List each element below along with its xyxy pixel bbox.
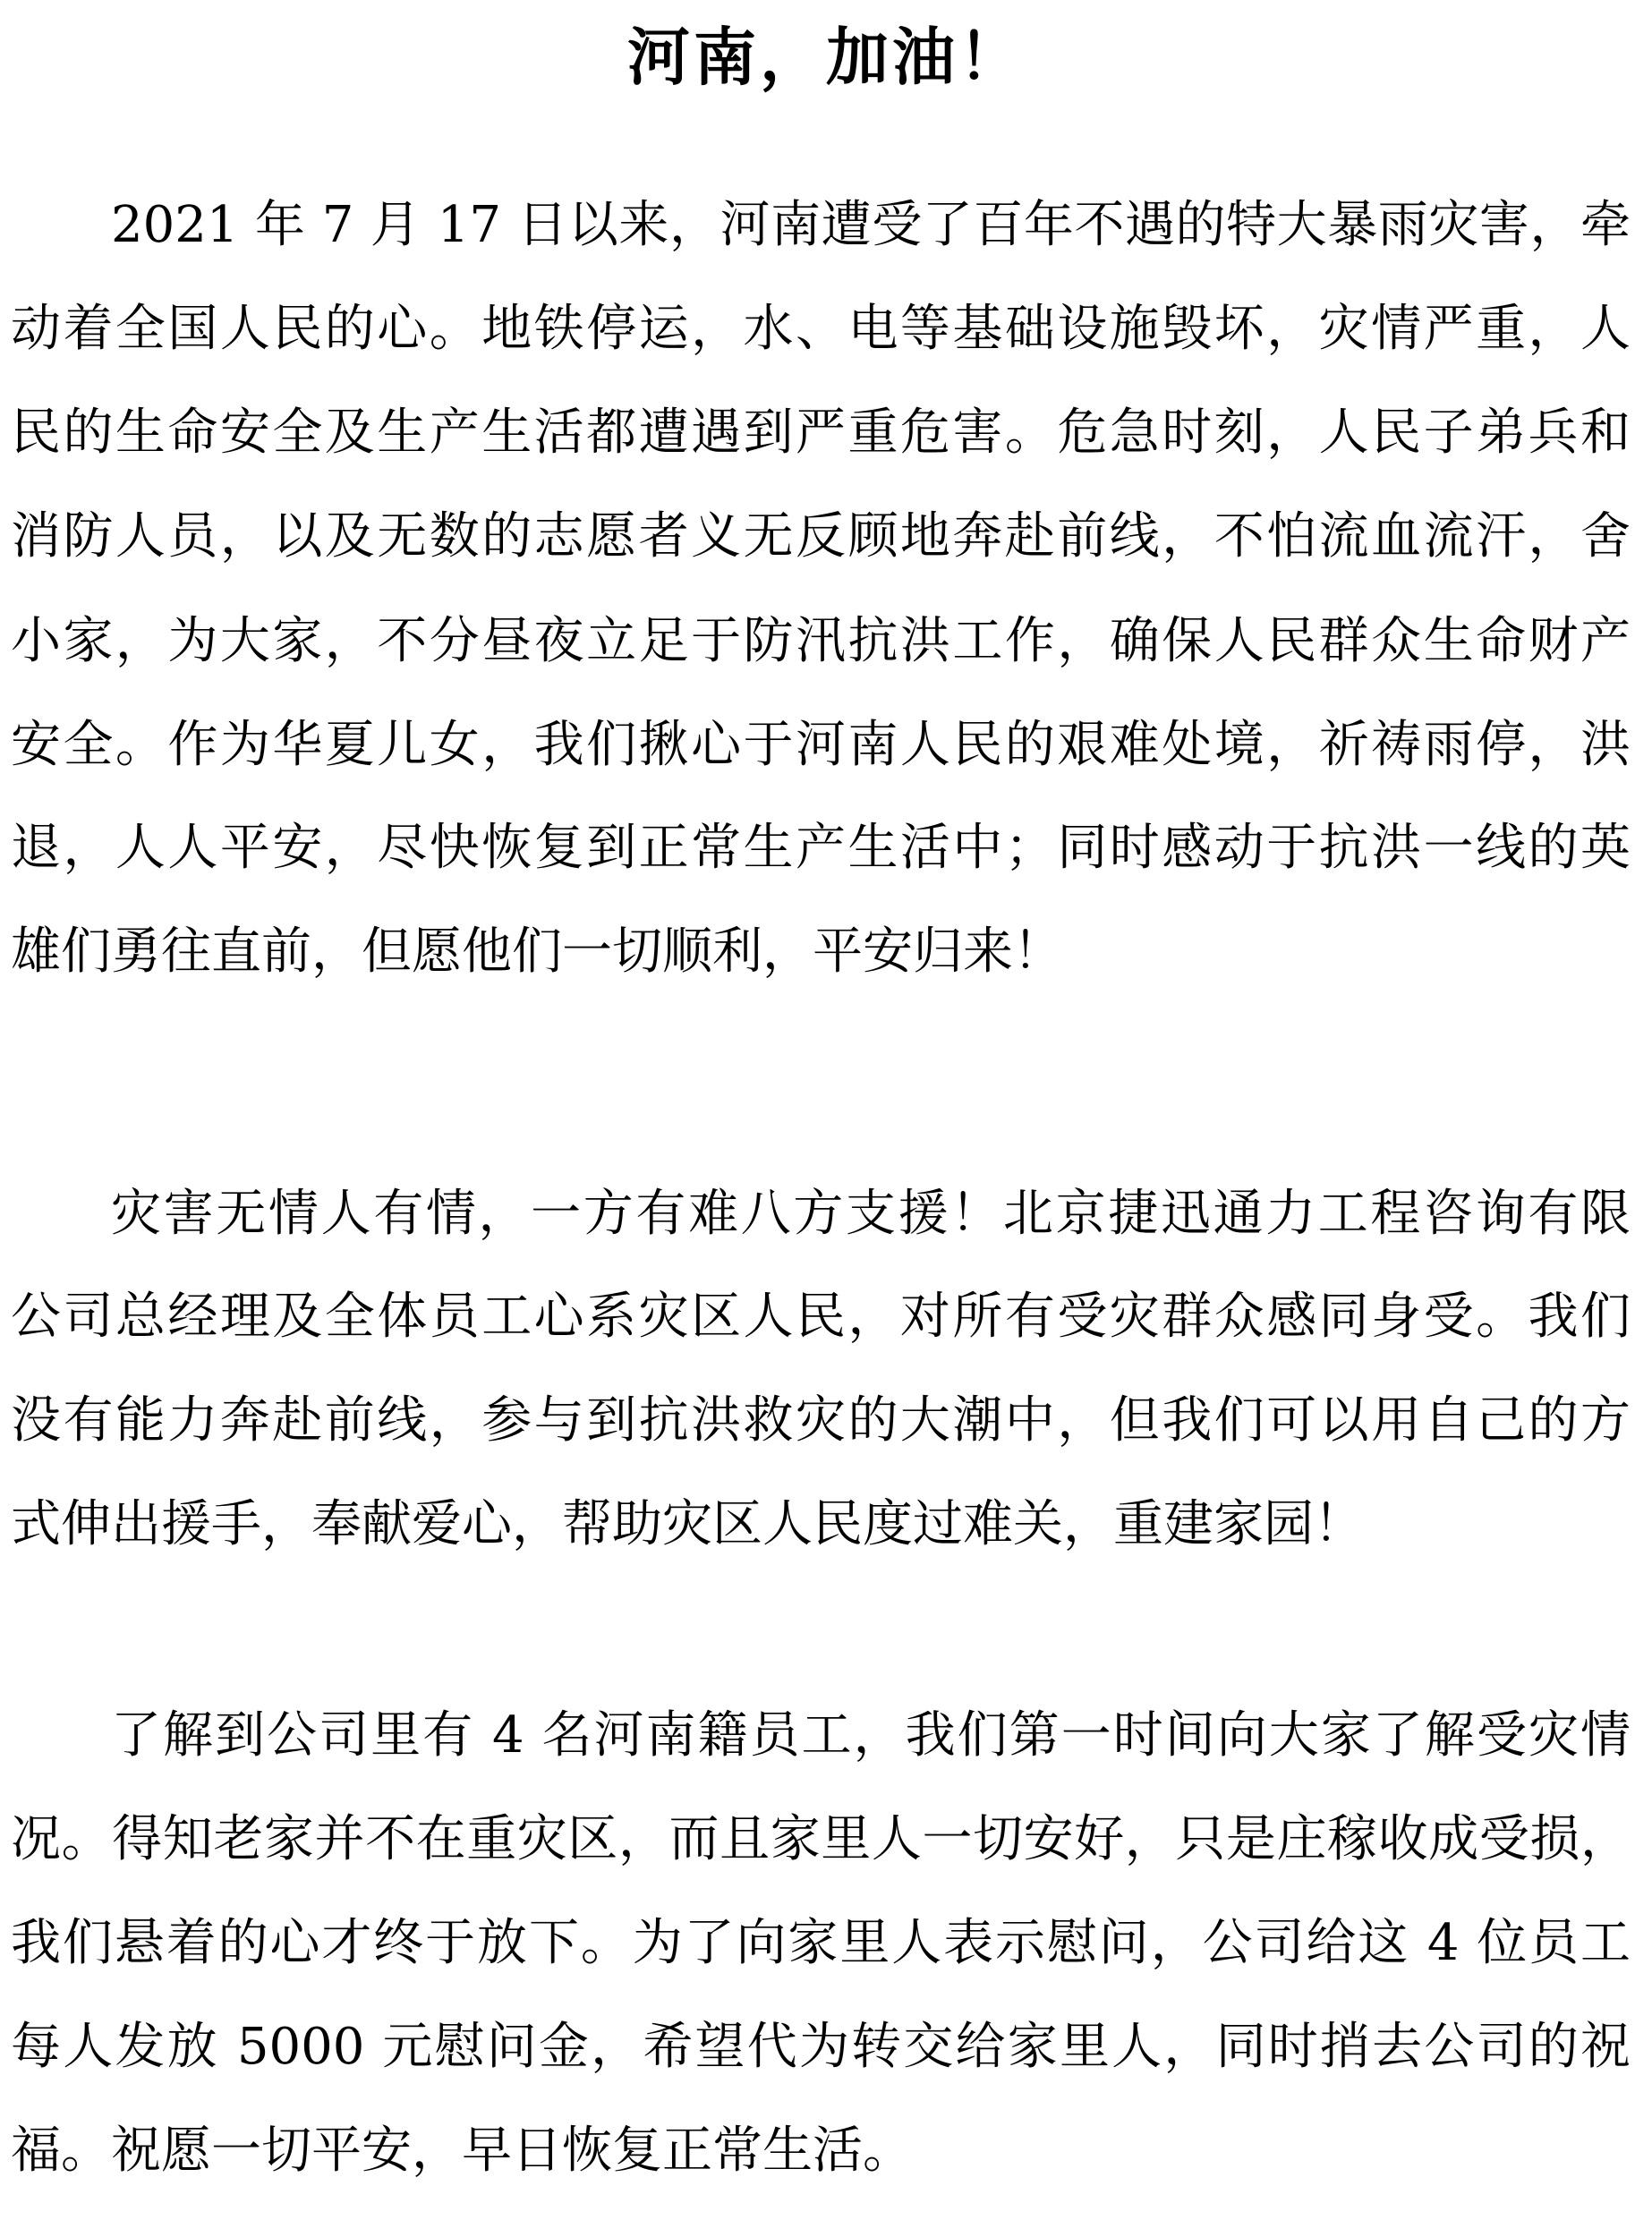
paragraph-1-line-4: 消防人员，以及无数的志愿者义无反顾地奔赴前线，不怕流血流汗，舍 [11, 507, 1631, 566]
paragraph-1-line-2: 动着全国人民的心。地铁停运，水、电等基础设施毁坏，灾情严重，人 [11, 300, 1631, 358]
paragraph-1-line-6: 安全。作为华夏儿女，我们揪心于河南人民的艰难处境，祈祷雨停，洪 [11, 716, 1631, 774]
paragraph-3-line-1: 了解到公司里有 4 名河南籍员工，我们第一时间向大家了解受灾情 [111, 1706, 1631, 1765]
paragraph-2-line-4: 式伸出援手，奉献爱心，帮助灾区人民度过难关，重建家园！ [11, 1495, 1364, 1553]
paragraph-2-line-2: 公司总经理及全体员工心系灾区人民，对所有受灾群众感同身受。我们 [11, 1288, 1631, 1346]
paragraph-1-line-3: 民的生命安全及生产生活都遭遇到严重危害。危急时刻，人民子弟兵和 [11, 404, 1631, 462]
paragraph-1-line-5: 小家，为大家，不分昼夜立足于防汛抗洪工作，确保人民群众生命财产 [11, 612, 1631, 670]
paragraph-3-line-3: 我们悬着的心才终于放下。为了向家里人表示慰问，公司给这 4 位员工 [11, 1914, 1631, 1972]
paragraph-3-line-2: 况。得知老家并不在重灾区，而且家里人一切安好，只是庄稼收成受损， [11, 1810, 1631, 1868]
paragraph-1-line-8: 雄们勇往直前，但愿他们一切顺利，平安归来！ [11, 923, 1063, 981]
paragraph-2-line-1: 灾害无情人有情，一方有难八方支援！北京捷迅通力工程咨询有限 [111, 1185, 1631, 1243]
paragraph-2-line-3: 没有能力奔赴前线，参与到抗洪救灾的大潮中，但我们可以用自己的方 [11, 1391, 1631, 1450]
paragraph-1-line-1: 2021 年 7 月 17 日以来，河南遭受了百年不遇的特大暴雨灾害，牵 [111, 196, 1631, 254]
paragraph-1-line-7: 退，人人平安，尽快恢复到正常生产生活中；同时感动于抗洪一线的英 [11, 819, 1631, 877]
paragraph-3-line-5: 福。祝愿一切平安，早日恢复正常生活。 [11, 2122, 913, 2180]
page-title: 河南，加油！ [627, 21, 1025, 94]
paragraph-3-line-4: 每人发放 5000 元慰问金，希望代为转交给家里人，同时捎去公司的祝 [11, 2018, 1631, 2076]
